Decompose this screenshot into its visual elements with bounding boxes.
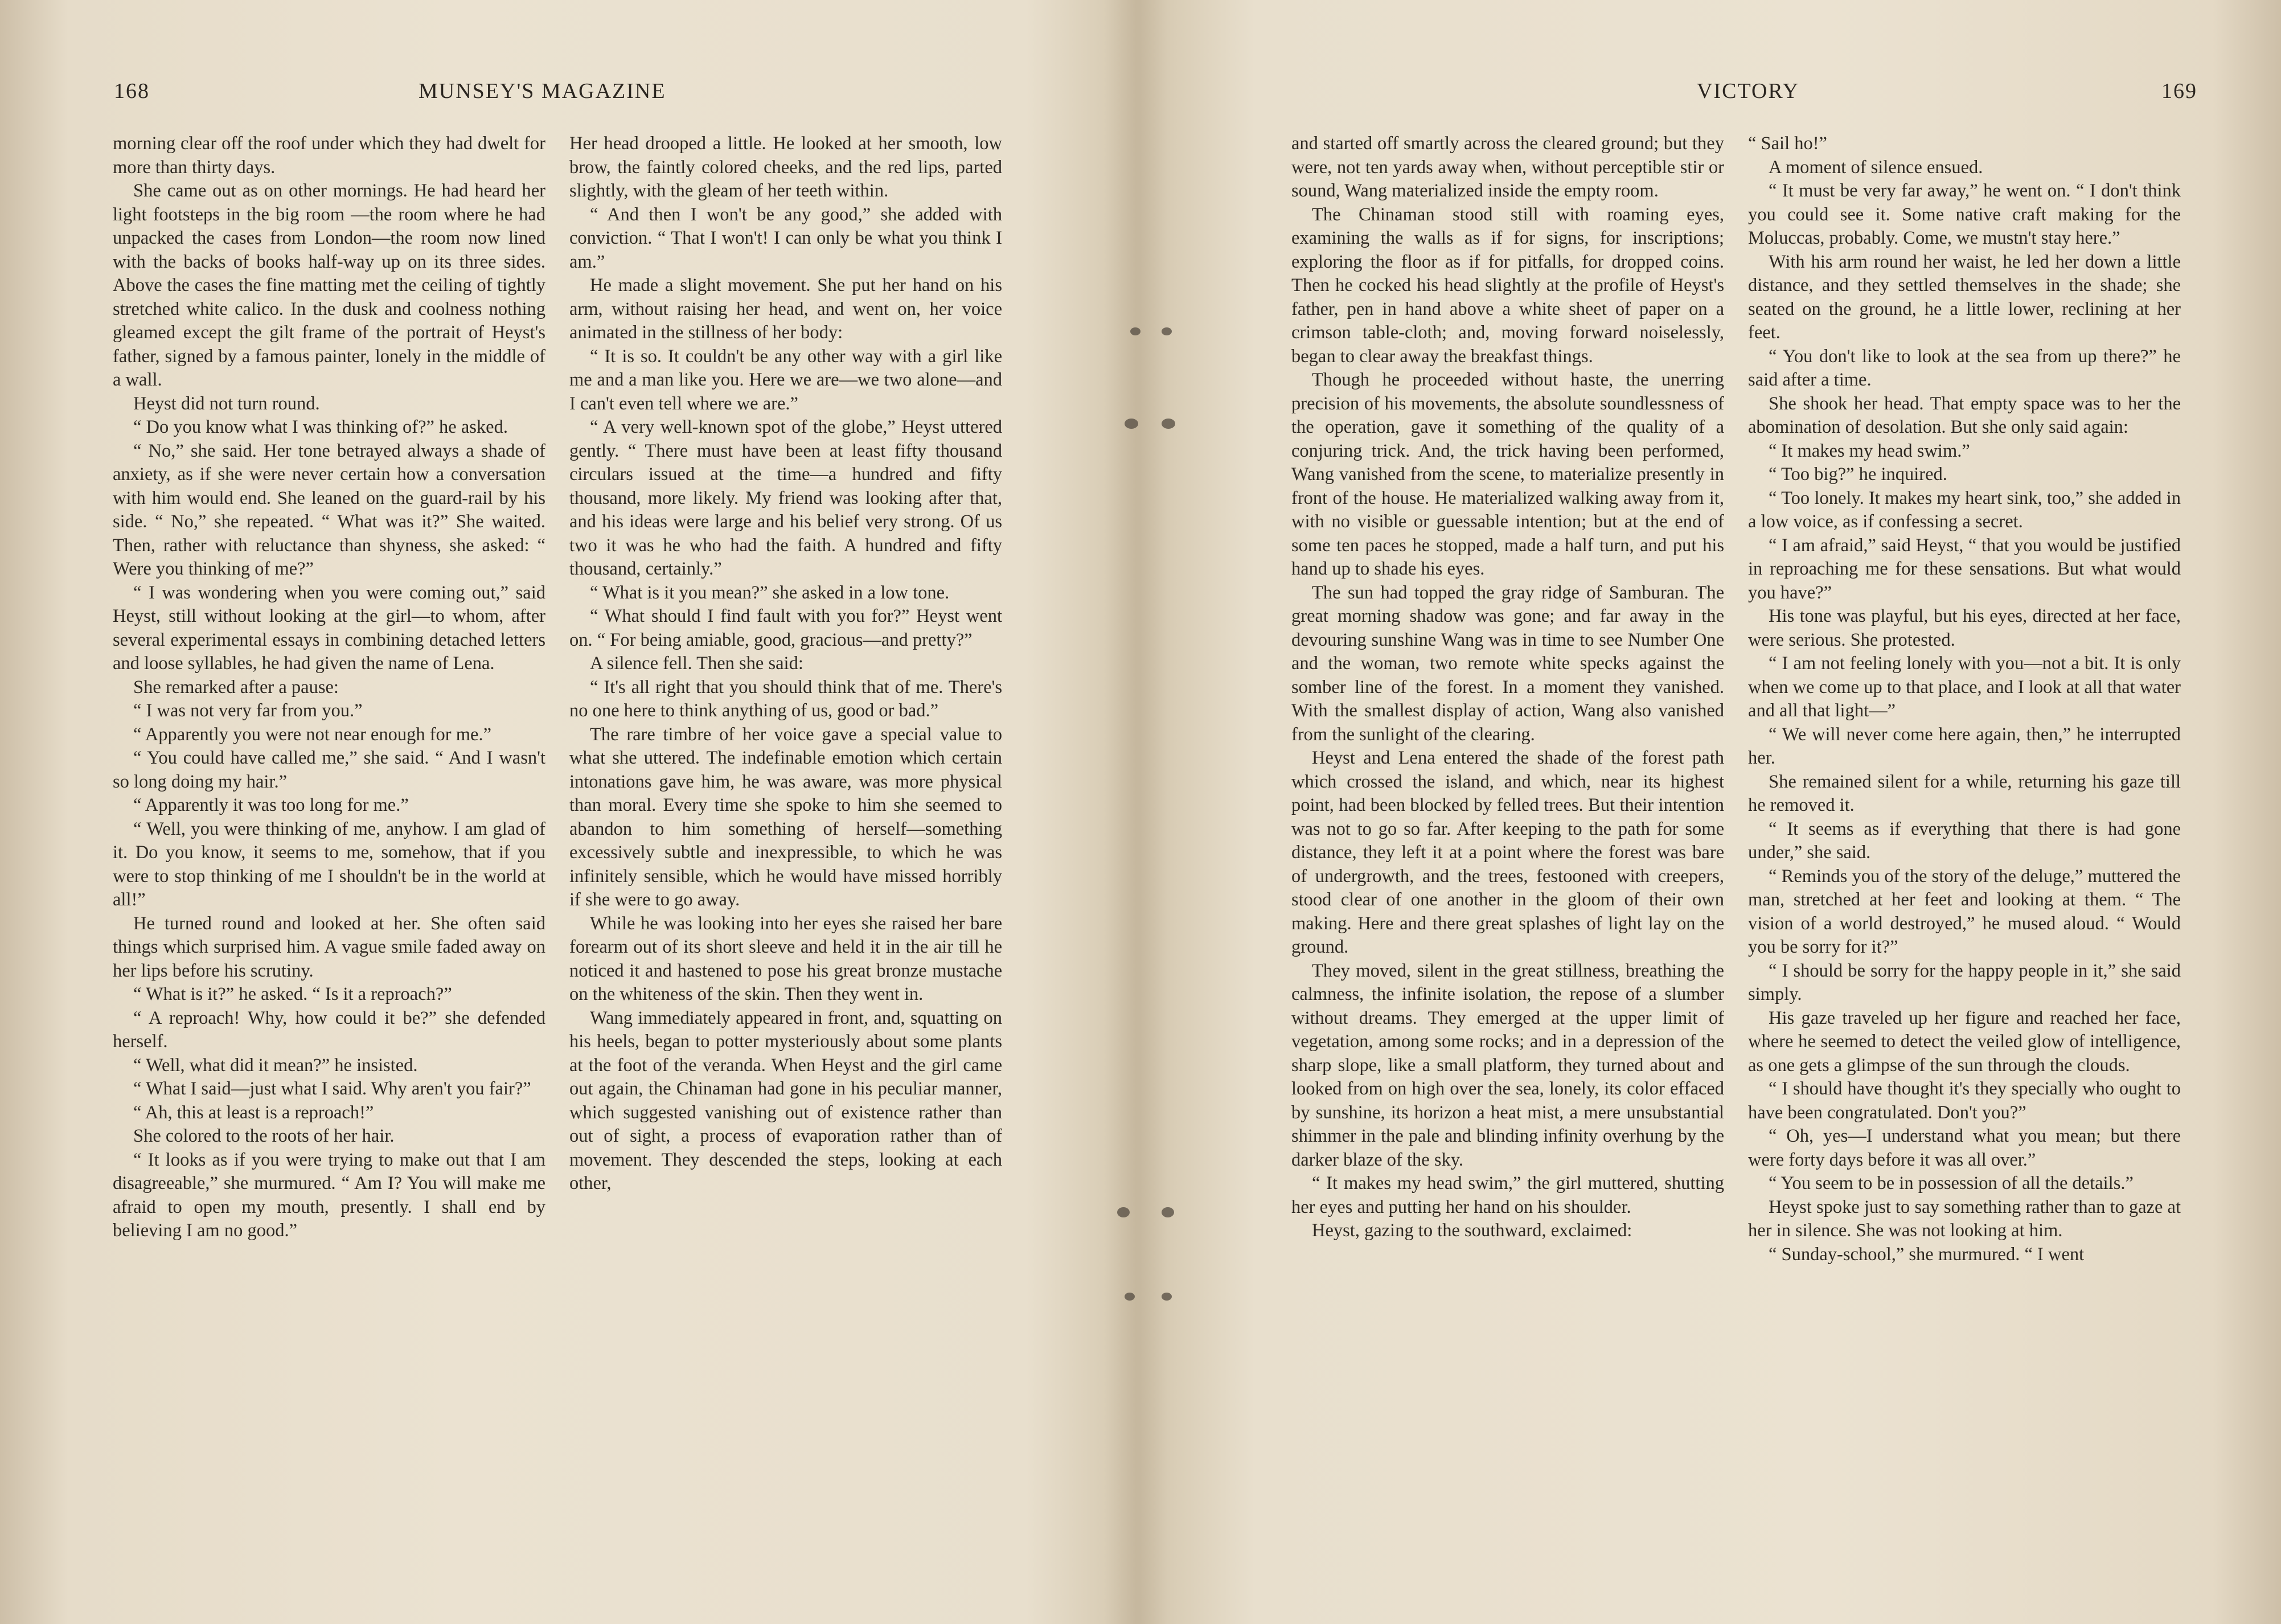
- right-page-number: 169: [2161, 79, 2197, 103]
- paragraph: “ I was not very far from you.”: [133, 700, 363, 721]
- paragraph: She remarked after a pause:: [133, 676, 339, 698]
- paragraph: His tone was playful, but his eyes, directed at her face, were serious. She protested.: [1748, 606, 2181, 650]
- paragraph: “ A very well-known spot of the globe,” Heyst uttered gently. “ There must have been at least fifty thousand circulars issued at the time—a hundred and fifty thousand, more likely. My friend was looking after that, and his ideas were large and his belief very strong. Of us two it was he who had the faith. A hundred and fifty thousand, certainly.”: [569, 417, 1002, 579]
- paragraph: While he was looking into her eyes she raised her bare forearm out of its short sleeve and held it in the air till he noticed it and hastened to pose his great bronze mustache on the whiteness of the skin. Then they went in.: [569, 913, 1002, 1004]
- paragraph: “ I was wondering when you were coming out,” said Heyst, still without looking at the girl—to whom, after several experimental essays in combining detached letters and loose syllables, he had given the name of Lena.: [113, 582, 545, 674]
- paragraph: “ Too big?” he inquired.: [1769, 464, 1947, 485]
- paragraph: “ You don't like to look at the sea from up there?” he said after a time.: [1748, 346, 2181, 390]
- paragraph: Heyst, gazing to the southward, exclaimed:: [1312, 1220, 1632, 1241]
- paragraph: “ Do you know what I was thinking of?” he asked.: [133, 417, 508, 437]
- paragraph: “ You could have called me,” she said. “ And I wasn't so long doing my hair.”: [113, 748, 545, 792]
- paragraph: “ We will never come here again, then,” he interrupted her.: [1748, 724, 2181, 768]
- binding-hole: [1162, 1293, 1172, 1301]
- paragraph: She came out as on other mornings. He had heard her light footsteps in the big room —the room where he had unpacked the cases from London—the room now lined with the backs of books half-way up on its three sides. Above the cases the fine matting met the ceiling of tightly stretched white calico. In the dusk and coolness nothing gleamed except the gilt frame of the portrait of Heyst's father, signed by a famous painter, lonely in the middle of a wall.: [113, 181, 545, 390]
- paragraph: “ It makes my head swim.”: [1769, 440, 1970, 461]
- paragraph: A silence fell. Then she said:: [590, 653, 803, 674]
- paragraph: “ It's all right that you should think that of me. There's no one here to think anything of us, good or bad.”: [569, 676, 1002, 721]
- binding-hole: [1125, 1293, 1135, 1301]
- paragraph: “ What should I find fault with you for?” Heyst went on. “ For being amiable, good, gracious—and pretty?”: [569, 606, 1002, 650]
- paragraph: “ No,” she said. Her tone betrayed always a shade of anxiety, as if she were never certain how a conversation with him would end. She leaned on the guard-rail by his side. “ No,” she repeated. “ What was it?” She waited. Then, rather with reluctance than shyness, she asked: “ Were you thinking of me?”: [113, 440, 545, 579]
- page-gutter: [1105, 0, 1167, 1624]
- paragraph: “ I should be sorry for the happy people in it,” she said simply.: [1748, 960, 2181, 1004]
- paragraph: Heyst did not turn round.: [133, 393, 320, 414]
- paragraph: She remained silent for a while, returning his gaze till he removed it.: [1748, 771, 2181, 815]
- paragraph: Her head drooped a little. He looked at her smooth, low brow, the faintly colored cheeks, and the red lips, parted slightly, with the gleam of her teeth within.: [569, 133, 1002, 201]
- paragraph: and started off smartly across the cleared ground; but they were, not ten yards away when, without perceptible stir or sound, Wang materialized inside the empty room.: [1291, 133, 1724, 201]
- paragraph: “ Sail ho!”: [1748, 133, 1827, 154]
- binding-hole: [1130, 327, 1140, 335]
- paragraph: She colored to the roots of her hair.: [133, 1126, 395, 1146]
- paragraph: “ It must be very far away,” he went on. “ I don't think you could see it. Some native craft making for the Moluccas, probably. Come, we mustn't stay here.”: [1748, 181, 2181, 248]
- binding-hole: [1162, 1207, 1174, 1217]
- left-page-column-1: [113, 132, 545, 1243]
- paragraph: “ And then I won't be any good,” she added with conviction. “ That I won't! I can only be what you think I am.”: [569, 204, 1002, 272]
- paragraph: She shook her head. That empty space was to her the abomination of desolation. But she only said again:: [1748, 393, 2181, 437]
- paragraph: “ Ah, this at least is a reproach!”: [133, 1102, 374, 1123]
- paragraph: “ Well, you were thinking of me, anyhow. I am glad of it. Do you know, it seems to me, somehow, that if you were to stop thinking of me I shouldn't be in the world at all!”: [113, 818, 545, 910]
- paragraph: “ It is so. It couldn't be any other way with a girl like me and a man like you. Here we are—we two alone—and I can't even tell where we are.”: [569, 346, 1002, 414]
- paragraph: The Chinaman stood still with roaming eyes, examining the walls as if for signs, for inscriptions; exploring the floor as if for pitfalls, for dropped coins. Then he cocked his head slightly at the profile of Heyst's father, pen in hand above a white sheet of paper on a crimson table-cloth; and, moving forward noiselessly, began to clear away the breakfast things.: [1291, 204, 1724, 367]
- paragraph: “ Well, what did it mean?” he insisted.: [133, 1055, 418, 1076]
- paragraph: With his arm round her waist, he led her down a little distance, and they settled themselves in the shade; she seated on the ground, he a little lower, reclining at her feet.: [1748, 251, 2181, 343]
- paragraph: “ What I said—just what I said. Why aren't you fair?”: [133, 1078, 531, 1099]
- left-page-column-2: [569, 132, 1002, 1196]
- paragraph: “ Reminds you of the story of the deluge,” muttered the man, stretched at her feet and looking at them. “ The vision of a world destroyed,” he mused aloud. “ Would you be sorry for it?”: [1748, 866, 2181, 957]
- binding-hole: [1162, 327, 1172, 335]
- paragraph: “ What is it you mean?” she asked in a low tone.: [590, 582, 950, 603]
- paragraph: He made a slight movement. She put her hand on his arm, without raising her head, and went on, her voice animated in the stillness of her body:: [569, 275, 1002, 343]
- paragraph: “ I am not feeling lonely with you—not a bit. It is only when we come up to that place, and I look at all that water and all that light—”: [1748, 653, 2181, 721]
- paragraph: The sun had topped the gray ridge of Samburan. The great morning shadow was gone; and far away in the devouring sunshine Wang was in time to see Number One and the woman, two remote white specks against the somber line of the forest. In a moment they vanished. With the smallest display of action, Wang also vanished from the sunlight of the clearing.: [1291, 582, 1724, 745]
- right-running-title: VICTORY: [1697, 79, 1800, 103]
- paragraph: “ Apparently it was too long for me.”: [133, 795, 409, 815]
- paragraph: “ It seems as if everything that there is had gone under,” she said.: [1748, 818, 2181, 863]
- paragraph: His gaze traveled up her figure and reached her face, where he seemed to detect the veiled glow of intelligence, as one gets a glimpse of the sun through the clouds.: [1748, 1007, 2181, 1076]
- paragraph: “ Too lonely. It makes my heart sink, too,” she added in a low voice, as if confessing a secret.: [1748, 487, 2181, 532]
- paragraph: “ I should have thought it's they specially who ought to have been congratulated. Don't you?”: [1748, 1078, 2181, 1123]
- binding-hole: [1162, 419, 1175, 429]
- paragraph: “ Apparently you were not near enough for me.”: [133, 724, 492, 745]
- paragraph: “ It looks as if you were trying to make out that I am disagreeable,” she murmured. “ Am I? You will make me afraid to open my mouth, presently. I shall end by believing I am no good.”: [113, 1149, 545, 1241]
- paragraph: “ It makes my head swim,” the girl muttered, shutting her eyes and putting her hand on his shoulder.: [1291, 1173, 1724, 1217]
- paragraph: The rare timbre of her voice gave a special value to what she uttered. The indefinable emotion which certain intonations gave him, he was aware, was more physical than moral. Every time she spoke to him she seemed to abandon to him something of herself—something excessively subtle and inexpressible, to which he was infinitely sensible, which he would have missed horribly if she were to go away.: [569, 724, 1002, 910]
- binding-hole: [1117, 1207, 1130, 1217]
- right-page-column-2: [1748, 132, 2181, 1266]
- paragraph: “ I am afraid,” said Heyst, “ that you would be justified in reproaching me for these sensations. But what would you have?”: [1748, 535, 2181, 603]
- left-running-title: MUNSEY'S MAGAZINE: [419, 79, 666, 103]
- paragraph: “ Oh, yes—I understand what you mean; but there were forty days before it was all over.”: [1748, 1126, 2181, 1170]
- paragraph: He turned round and looked at her. She often said things which surprised him. A vague smile faded away on her lips before his scrutiny.: [113, 913, 545, 981]
- paragraph: Heyst spoke just to say something rather than to gaze at her in silence. She was not looking at him.: [1748, 1196, 2181, 1241]
- paragraph: “ You seem to be in possession of all the details.”: [1769, 1173, 2134, 1194]
- paragraph: A moment of silence ensued.: [1769, 157, 1983, 178]
- paragraph: They moved, silent in the great stillness, breathing the calmness, the infinite isolation, the repose of a slumber without dreams. They emerged at the upper limit of vegetation, among some rocks; and in a depression of the sharp slope, like a small platform, they turned about and looked from on high over the sea, lonely, its color effaced by sunshine, its horizon a heat mist, a mere unsubstantial shimmer in the pale and blinding infinity overhung by the darker blaze of the sky.: [1291, 960, 1724, 1170]
- left-page-number: 168: [114, 79, 150, 103]
- paragraph: Wang immediately appeared in front, and, squatting on his heels, began to potter mysteriously about some plants at the foot of the veranda. When Heyst and the girl came out again, the Chinaman had gone in his peculiar manner, which suggested vanishing out of existence rather than out of sight, a process of evaporation rather than of movement. They descended the steps, looking at each other,: [569, 1007, 1002, 1194]
- paragraph: “ A reproach! Why, how could it be?” she defended herself.: [113, 1007, 545, 1052]
- right-page-column-1: [1291, 132, 1724, 1243]
- binding-hole: [1125, 419, 1138, 429]
- paragraph: morning clear off the roof under which they had dwelt for more than thirty days.: [113, 133, 545, 178]
- paragraph: “ What is it?” he asked. “ Is it a reproach?”: [133, 984, 452, 1004]
- paragraph: Heyst and Lena entered the shade of the forest path which crossed the island, and which, near its highest point, had been blocked by felled trees. But their intention was not to go so far. After keeping to the path for some distance, they left it at a point where the forest was bare of undergrowth, and the trees, festooned with creepers, stood clear of one another in the gloom of their own making. Here and there great splashes of light lay on the ground.: [1291, 748, 1724, 957]
- paragraph: Though he proceeded without haste, the unerring precision of his movements, the absolute soundlessness of the operation, gave it something of the quality of a conjuring trick. And, the trick having been performed, Wang vanished from the scene, to materialize presently in front of the house. He materialized walking away from it, with no visible or guessable intention; but at the end of some ten paces he stopped, made a half turn, and put his hand up to shade his eyes.: [1291, 370, 1724, 579]
- paragraph: “ Sunday-school,” she murmured. “ I went: [1769, 1244, 2085, 1265]
